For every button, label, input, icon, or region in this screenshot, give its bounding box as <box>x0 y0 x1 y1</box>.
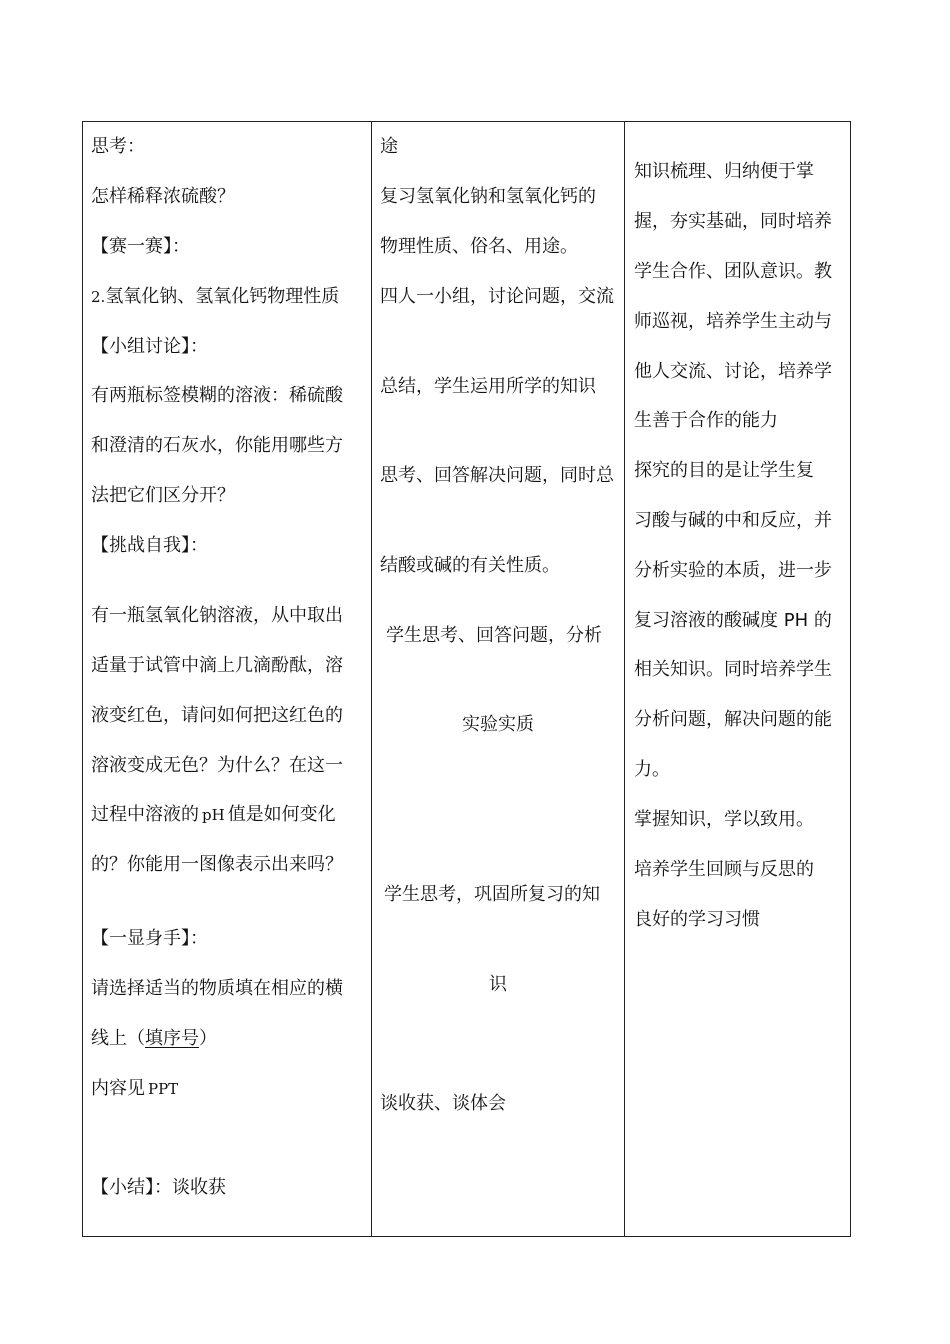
activity-line: 物理性质、俗名、用途。 <box>380 236 578 257</box>
item2-line <box>91 286 339 308</box>
intent-line: 生善于合作的能力 <box>634 410 778 431</box>
intent-line: 良好的学习习惯 <box>634 909 760 930</box>
activity-line: 复习氢氧化钠和氢氧化钙的 <box>380 186 596 207</box>
challenge-heading: 【挑战自我】： <box>91 535 208 556</box>
intent-line: 复习溶液的酸碱度 PH 的 <box>634 610 832 631</box>
challenge-line: 溶液变成无色？为什么？在这一 <box>91 755 343 776</box>
challenge-line: 液变红色，请问如何把这红色的 <box>91 705 343 726</box>
ph-term: pH <box>202 806 225 824</box>
intent-line: 分析问题，解决问题的能 <box>634 709 832 730</box>
show-line: 请选择适当的物质填在相应的横 <box>91 978 343 999</box>
challenge-text: 过程中溶液的 <box>91 804 199 825</box>
show-line <box>91 1028 217 1050</box>
group-line: 有两瓶标签模糊的溶液：稀硫酸 <box>91 385 343 406</box>
dilute-question: 怎样稀释浓硫酸？ <box>91 186 235 207</box>
activity-line: 四人一小组，讨论问题，交流 <box>380 286 614 307</box>
ppt-term: PPT <box>148 1080 179 1098</box>
intent-line: 培养学生回顾与反思的 <box>634 859 814 880</box>
think-label: 思考： <box>91 136 145 157</box>
intent-line: 握，夯实基础，同时培养 <box>634 211 832 232</box>
intent-line: 力。 <box>634 759 670 780</box>
activity-line: 识 <box>489 974 507 995</box>
activity-line: 学生思考，巩固所复习的知 <box>384 884 600 905</box>
intent-line: 他人交流、讨论，培养学 <box>634 361 832 382</box>
show-heading: 【一显身手】： <box>91 928 208 949</box>
item2-text: 氢氧化钠、氢氧化钙物理性质 <box>105 286 340 307</box>
show-text: ） <box>199 1028 217 1049</box>
summary-heading: 【小结】：谈收获 <box>91 1177 226 1198</box>
activity-line: 谈收获、谈体会 <box>380 1093 506 1114</box>
activity-line: 思考、回答解决问题，同时总 <box>380 465 614 486</box>
challenge-line: 的？你能用一图像表示出来吗？ <box>91 854 343 875</box>
intent-line: 掌握知识，学以致用。 <box>634 809 814 830</box>
fill-in-label: 填序号 <box>145 1028 199 1049</box>
challenge-line: 有一瓶氢氧化钠溶液，从中取出 <box>91 605 343 626</box>
challenge-line: 适量于试管中滴上几滴酚酞，溶 <box>91 655 343 676</box>
activity-line: 总结，学生运用所学的知识 <box>380 376 596 397</box>
group-line: 和澄清的石灰水，你能用哪些方 <box>91 435 343 456</box>
intent-line: 习酸与碱的中和反应，并 <box>634 510 832 531</box>
column-divider <box>371 122 372 1236</box>
intent-line: 探究的目的是让学生复 <box>634 460 814 481</box>
show-text: 线上（ <box>91 1028 145 1049</box>
challenge-text: 值是如何变化 <box>227 804 336 825</box>
race-heading: 【赛一赛】： <box>91 236 190 257</box>
item2-number: 2. <box>91 288 106 306</box>
intent-line: 学生合作、团队意识。教 <box>634 261 832 282</box>
activity-line: 途 <box>380 136 398 157</box>
activity-line: 实验实质 <box>462 714 534 735</box>
intent-line: 相关知识。同时培养学生 <box>634 659 832 680</box>
group-heading: 【小组讨论】： <box>91 336 208 357</box>
content-line <box>91 1078 178 1100</box>
content-text: 内容见 <box>91 1078 145 1099</box>
group-line: 法把它们区分开？ <box>91 485 235 506</box>
activity-line: 结酸或碱的有关性质。 <box>380 555 560 576</box>
challenge-line <box>91 804 336 826</box>
column-divider <box>624 122 625 1236</box>
intent-line: 知识梳理、归纳便于掌 <box>634 161 814 182</box>
intent-line: 师巡视，培养学生主动与 <box>634 311 832 332</box>
activity-line: 学生思考、回答问题，分析 <box>386 625 602 646</box>
intent-line: 分析实验的本质，进一步 <box>634 560 832 581</box>
